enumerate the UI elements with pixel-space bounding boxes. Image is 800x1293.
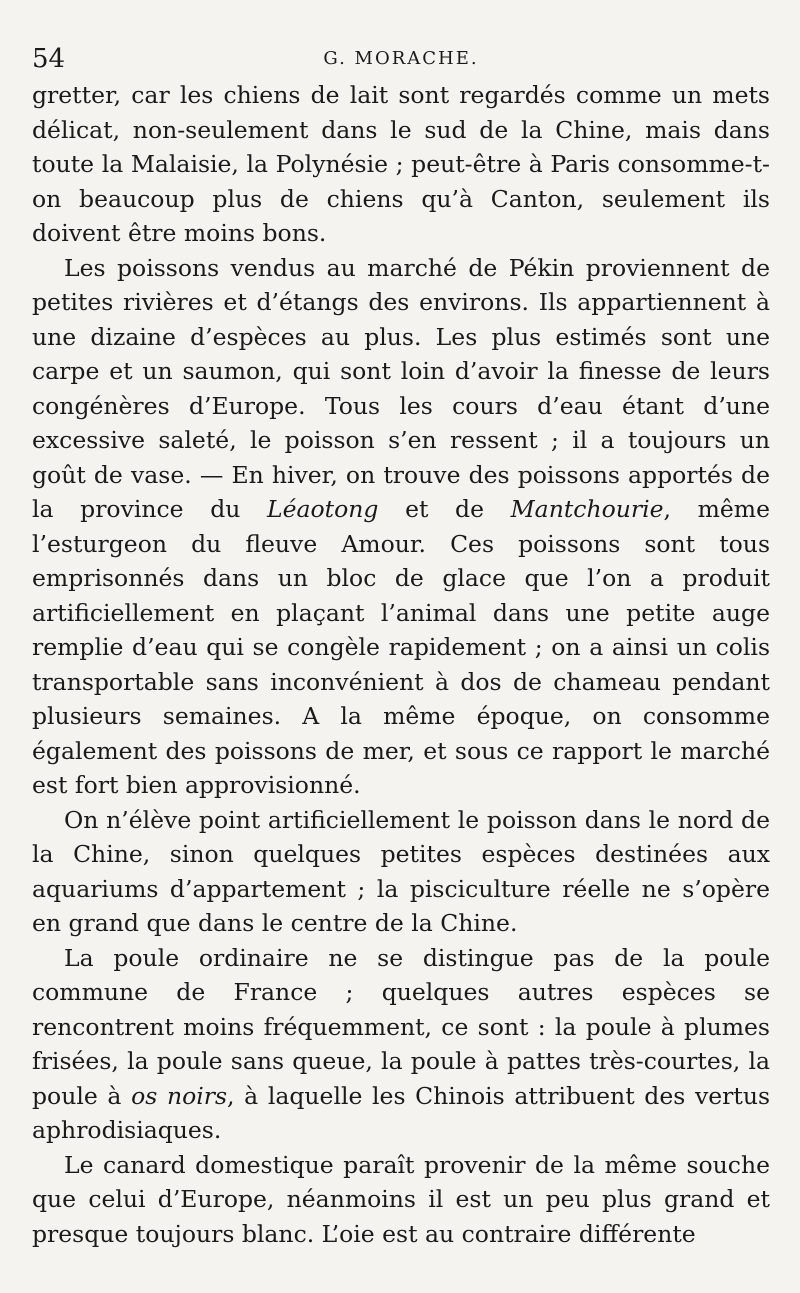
paragraph-poultry <box>32 941 770 1148</box>
italic-term: os noirs <box>131 1081 228 1110</box>
paragraph-text: gretter, car les chiens de lait sont regardés comme un mets délicat, non-seulement dans le sud de la Chine, mais dans toute la Malaisie, la Polynésie ; peut-être à Paris consomme-t-on beaucoup plus de chiens qu’à Canton, seulement ils doivent être moins bons. <box>32 81 770 247</box>
paragraph-text: Les poissons vendus au marché de Pékin proviennent de petites rivières et d’étangs des environs. Ils appartiennent à une dizaine d’espèces au plus. Les plus estimés sont une carpe et un saumon, qui sont loin d’avoir la finesse de leurs congénères d’Europe. Tous les cours d’eau étant d’une excessive saleté, le poisson s’en ressent ; il a toujours un goût de vase. — En hiver, on trouve des poissons apportés de la province du <box>32 253 770 523</box>
italic-place-name: Mantchourie <box>510 495 664 523</box>
running-head <box>32 32 770 72</box>
paragraph-fish <box>32 251 770 803</box>
paragraph-duck <box>32 1148 770 1252</box>
paragraph-text: et de <box>378 495 511 523</box>
paragraph-pisciculture <box>32 803 770 941</box>
paragraph-text: Le canard domestique paraît provenir de la même souche que celui d’Europe, néanmoins il est un peu plus grand et presque toujours blanc. L’oie est au contraire différente <box>32 1150 770 1248</box>
body-text <box>32 78 770 1251</box>
page-number: 54 <box>32 44 66 74</box>
italic-place-name: Léaotong <box>267 495 379 523</box>
paragraph-text: , même l’esturgeon du fleuve Amour. Ces poissons sont tous emprisonnés dans un bloc de glace que l’on a produit artificiellement en plaçant l’animal dans une petite auge remplie d’eau qui se congèle rapidement ; on a ainsi un colis transportable sans inconvénient à dos de chameau pendant plusieurs semaines. A la même époque, on consomme également des poissons de mer, et sous ce rapport le marché est fort bien approvisionné. <box>32 495 770 799</box>
paragraph-text: On n’élève point artificiellement le poisson dans le nord de la Chine, sinon quelques petites espèces destinées aux aquariums d’appartement ; la pisciculture réelle ne s’opère en grand que dans le centre de la Chine. <box>32 805 770 937</box>
running-title: G. MORACHE. <box>323 48 479 69</box>
paragraph-text: , à laquelle les Chinois attribuent des vertus aphrodisiaques. <box>32 1081 771 1144</box>
paragraph-continuation <box>32 78 770 251</box>
paragraph-text: La poule ordinaire ne se distingue pas de la poule commune de France ; quelques autres espèces se rencontrent moins fréquemment, ce sont : la poule à plumes frisées, la poule sans queue, la poule à pattes très-courtes, la poule à <box>32 943 770 1110</box>
